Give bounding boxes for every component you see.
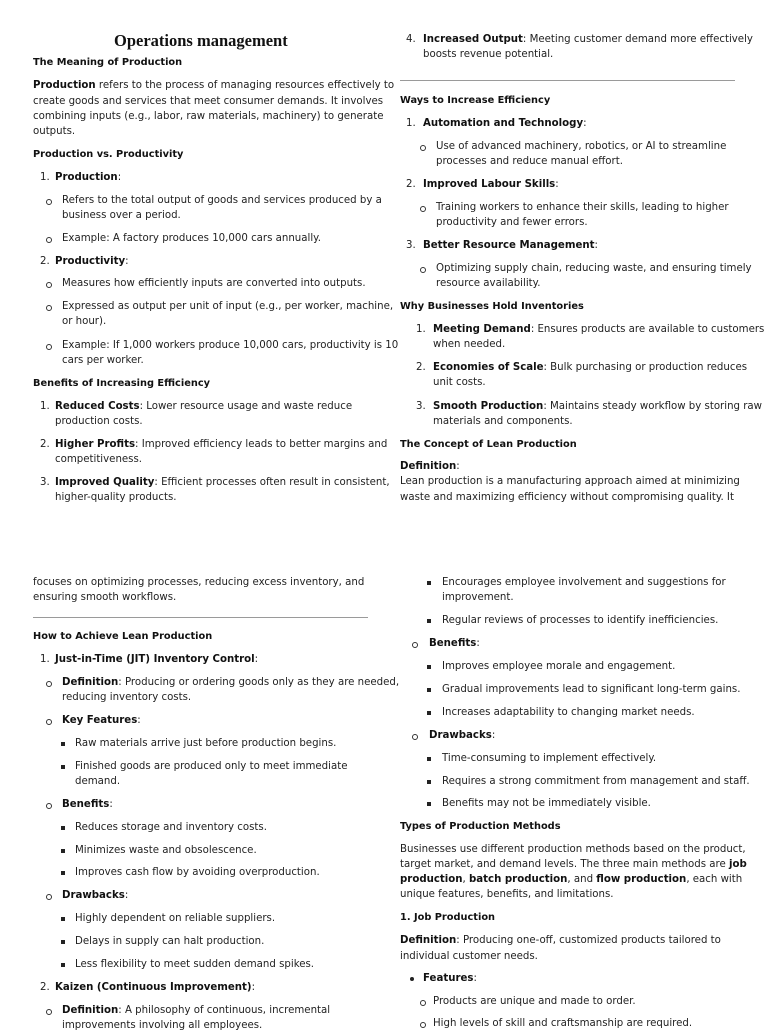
- item-term: Higher Profits: [55, 439, 136, 450]
- list-item: Drawbacks:: [429, 730, 496, 741]
- definition-term: Definition: [400, 461, 457, 472]
- item-term: Improved Quality: [55, 477, 155, 488]
- types-line-4: unique features, benefits, and limitations.: [400, 889, 614, 900]
- list-item: Delays in supply can halt production.: [75, 936, 265, 947]
- list-item-cont: unit costs.: [433, 377, 486, 388]
- list-item-cont: reducing inventory costs.: [62, 692, 192, 703]
- list-number: 2.: [40, 256, 50, 267]
- list-item: Benefits may not be immediately visible.: [442, 798, 651, 809]
- list-item: Key Features:: [62, 715, 141, 726]
- types-term: job: [729, 859, 747, 870]
- list-item-cont: business over a period.: [62, 210, 181, 221]
- square-bullet-icon: [61, 963, 65, 967]
- item-term: Reduced Costs: [55, 401, 140, 412]
- square-bullet-icon: [61, 765, 65, 769]
- list-number: 2.: [40, 439, 50, 450]
- list-number: 3.: [416, 401, 426, 412]
- item-term: Kaizen (Continuous Improvement): [55, 982, 252, 993]
- list-item: Improved Labour Skills:: [423, 179, 559, 190]
- circle-bullet-icon: [46, 237, 52, 243]
- meaning-line-2: create goods and services that meet consumer demands. It involves: [33, 96, 384, 107]
- circle-bullet-icon: [420, 1000, 426, 1006]
- item-term: Meeting Demand: [433, 324, 531, 335]
- production-label: Production: [55, 172, 118, 183]
- list-number: 3.: [406, 240, 416, 251]
- list-item: High levels of skill and craftsmanship are required.: [433, 1018, 693, 1029]
- list-item: Time-consuming to implement effectively.: [442, 753, 657, 764]
- lean-cont-line-1: focuses on optimizing processes, reducing excess inventory, and: [33, 577, 365, 588]
- circle-bullet-icon: [420, 1022, 426, 1028]
- meaning-line-3: combining inputs (e.g., labor, raw materials, machinery) to generate: [33, 111, 384, 122]
- item-term: Better Resource Management: [423, 240, 595, 251]
- list-item: Reduces storage and inventory costs.: [75, 822, 267, 833]
- list-item: [423, 32, 753, 48]
- list-item-cont: when needed.: [433, 339, 506, 350]
- list-item: Benefits:: [429, 638, 480, 649]
- top-left-column: [0, 0, 399, 512]
- circle-bullet-icon: [412, 734, 418, 740]
- list-number: 1.: [40, 401, 50, 412]
- item-term: Improved Labour Skills: [423, 179, 556, 190]
- list-item: Regular reviews of processes to identify inefficiencies.: [442, 615, 719, 626]
- bullet-dot-icon: [410, 977, 414, 981]
- item-term: Features: [423, 973, 474, 984]
- square-bullet-icon: [427, 757, 431, 761]
- list-item: Expressed as output per unit of input (e.g., per worker, machine,: [62, 301, 394, 312]
- meaning-line-1: [33, 78, 394, 94]
- list-item: Highly dependent on reliable suppliers.: [75, 913, 276, 924]
- list-item: Increases adaptability to changing market needs.: [442, 707, 695, 718]
- square-bullet-icon: [427, 619, 431, 623]
- production-term: Production: [33, 80, 96, 91]
- item-text: : Maintains steady workflow by storing raw: [543, 401, 763, 412]
- list-item: Requires a strong commitment from management and staff.: [442, 776, 750, 787]
- list-item: Encourages employee involvement and suggestions for: [442, 577, 726, 588]
- list-item-cont: competitiveness.: [55, 454, 143, 465]
- types-line-3: [400, 872, 742, 888]
- job-definition-line-2: individual customer needs.: [400, 951, 538, 962]
- circle-bullet-icon: [46, 344, 52, 350]
- list-item: Optimizing supply chain, reducing waste, and ensuring timely: [436, 263, 752, 274]
- square-bullet-icon: [427, 802, 431, 806]
- meaning-line-4: outputs.: [33, 126, 76, 137]
- list-item: Better Resource Management:: [423, 240, 598, 251]
- square-bullet-icon: [427, 688, 431, 692]
- list-item: [433, 360, 747, 376]
- item-text: : Producing one-off, customized products tailored to: [456, 935, 721, 946]
- list-number: 4.: [406, 34, 416, 45]
- list-item: Example: A factory produces 10,000 cars annually.: [62, 233, 321, 244]
- top-right-column: [384, 0, 768, 512]
- section-divider: [400, 80, 735, 81]
- list-item-cont: resource availability.: [436, 278, 541, 289]
- list-number: 2.: [40, 982, 50, 993]
- circle-bullet-icon: [46, 894, 52, 900]
- circle-bullet-icon: [46, 282, 52, 288]
- item-term: Automation and Technology: [423, 118, 584, 129]
- item-text: : Efficient processes often result in consistent,: [154, 477, 390, 488]
- types-term: flow production: [596, 874, 687, 885]
- item-term: Definition: [62, 1005, 119, 1016]
- bottom-right-column: [384, 512, 768, 1029]
- item-term: Smooth Production: [433, 401, 544, 412]
- types-text: ,: [462, 874, 469, 885]
- square-bullet-icon: [61, 826, 65, 830]
- square-bullet-icon: [427, 711, 431, 715]
- circle-bullet-icon: [46, 199, 52, 205]
- types-text: , and: [567, 874, 597, 885]
- list-item-cont: materials and components.: [433, 416, 573, 427]
- meaning-heading: The Meaning of Production: [33, 57, 183, 68]
- types-term: batch production: [469, 874, 568, 885]
- list-item: Measures how efficiently inputs are converted into outputs.: [62, 278, 366, 289]
- list-item: Automation and Technology:: [423, 118, 587, 129]
- item-term: Drawbacks: [429, 730, 492, 741]
- square-bullet-icon: [427, 581, 431, 585]
- item-text: : Improved efficiency leads to better margins and: [135, 439, 388, 450]
- list-item: Products are unique and made to order.: [433, 996, 636, 1007]
- types-term: production: [400, 874, 463, 885]
- item-text: : Bulk purchasing or production reduces: [543, 362, 748, 373]
- types-line-2: [400, 857, 747, 873]
- circle-bullet-icon: [46, 305, 52, 311]
- list-number: 2.: [416, 362, 426, 373]
- benefits-heading: Benefits of Increasing Efficiency: [33, 378, 211, 389]
- item-text: : Meeting customer demand more effectively: [522, 34, 753, 45]
- list-item: [433, 322, 764, 338]
- section-divider: [33, 617, 368, 618]
- list-item: Example: If 1,000 workers produce 10,000 cars, productivity is 10: [62, 340, 399, 351]
- list-item: Raw materials arrive just before production begins.: [75, 738, 337, 749]
- item-text: : Producing or ordering goods only as they are needed,: [118, 677, 400, 688]
- job-production-heading: 1. Job Production: [400, 912, 496, 923]
- circle-bullet-icon: [420, 206, 426, 212]
- item-term: Economies of Scale: [433, 362, 544, 373]
- list-item-cont: improvement.: [442, 592, 514, 603]
- square-bullet-icon: [61, 742, 65, 746]
- list-number: 1.: [406, 118, 416, 129]
- list-item: Less flexibility to meet sudden demand spikes.: [75, 959, 315, 970]
- features-item: Features:: [423, 973, 477, 984]
- types-text: , each with: [686, 874, 743, 885]
- productivity-item: Productivity:: [55, 256, 129, 267]
- list-item: Use of advanced machinery, robotics, or AI to streamline: [436, 141, 727, 152]
- circle-bullet-icon: [46, 1009, 52, 1015]
- list-item-cont: cars per worker.: [62, 355, 144, 366]
- square-bullet-icon: [61, 871, 65, 875]
- list-item: [62, 675, 399, 691]
- list-item-cont: or hour).: [62, 316, 107, 327]
- item-term: Definition: [62, 677, 119, 688]
- list-item: Gradual improvements lead to significant long-term gains.: [442, 684, 741, 695]
- list-item: Training workers to enhance their skills, leading to higher: [436, 202, 729, 213]
- list-item: Improves cash flow by avoiding overproduction.: [75, 867, 320, 878]
- item-text: : A philosophy of continuous, incremental: [118, 1005, 331, 1016]
- lean-text-line-1: Lean production is a manufacturing approach aimed at minimizing: [400, 476, 740, 487]
- circle-bullet-icon: [412, 642, 418, 648]
- list-item-cont: processes and reduce manual effort.: [436, 156, 623, 167]
- definition-label: Definition:: [400, 461, 460, 472]
- list-item-cont: productivity and fewer errors.: [436, 217, 588, 228]
- list-number: 2.: [406, 179, 416, 190]
- item-term: Just-in-Time (JIT) Inventory Control: [55, 654, 255, 665]
- list-item: Minimizes waste and obsolescence.: [75, 845, 257, 856]
- circle-bullet-icon: [46, 803, 52, 809]
- page-title: Operations management: [114, 31, 288, 50]
- square-bullet-icon: [427, 665, 431, 669]
- list-item: Drawbacks:: [62, 890, 129, 901]
- ways-heading: Ways to Increase Efficiency: [400, 95, 551, 106]
- list-item-cont: higher-quality products.: [55, 492, 177, 503]
- list-item: Improves employee morale and engagement.: [442, 661, 676, 672]
- item-term: Definition: [400, 935, 457, 946]
- list-item-cont: boosts revenue potential.: [423, 49, 554, 60]
- inventories-heading: Why Businesses Hold Inventories: [400, 301, 584, 312]
- item-text: : Lower resource usage and waste reduce: [139, 401, 353, 412]
- square-bullet-icon: [61, 849, 65, 853]
- list-number: 1.: [40, 654, 50, 665]
- list-number: 3.: [40, 477, 50, 488]
- circle-bullet-icon: [420, 145, 426, 151]
- circle-bullet-icon: [46, 681, 52, 687]
- list-item-cont: improvements involving all employees.: [62, 1020, 263, 1031]
- list-number: 1.: [40, 172, 50, 183]
- list-item: Refers to the total output of goods and services produced by a: [62, 195, 382, 206]
- types-heading: Types of Production Methods: [400, 821, 561, 832]
- job-definition-line-1: [400, 933, 721, 949]
- lean-cont-line-2: ensuring smooth workflows.: [33, 592, 177, 603]
- how-heading: How to Achieve Lean Production: [33, 631, 213, 642]
- bottom-left-column: [0, 512, 400, 1031]
- production-item: Production:: [55, 172, 122, 183]
- square-bullet-icon: [427, 780, 431, 784]
- circle-bullet-icon: [420, 267, 426, 273]
- meaning-text: refers to the process of managing resources effectively to: [95, 80, 395, 91]
- list-item: Benefits:: [62, 799, 113, 810]
- circle-bullet-icon: [46, 719, 52, 725]
- types-line-1: Businesses use different production methods based on the product,: [400, 844, 746, 855]
- list-item-cont: production costs.: [55, 416, 143, 427]
- list-item-cont: demand.: [75, 776, 121, 787]
- lean-heading: The Concept of Lean Production: [400, 439, 577, 450]
- lean-text-line-2: waste and maximizing efficiency without compromising quality. It: [400, 492, 734, 503]
- list-item: [55, 475, 390, 491]
- item-term: Key Features: [62, 715, 138, 726]
- square-bullet-icon: [61, 940, 65, 944]
- item-term: Benefits: [429, 638, 477, 649]
- list-item: Finished goods are produced only to meet immediate: [75, 761, 348, 772]
- jit-item: Just-in-Time (JIT) Inventory Control:: [55, 654, 259, 665]
- types-text: target market, and demand levels. The three main methods are: [400, 859, 729, 870]
- list-item: [55, 437, 387, 453]
- list-number: 1.: [416, 324, 426, 335]
- square-bullet-icon: [61, 917, 65, 921]
- productivity-label: Productivity: [55, 256, 126, 267]
- item-term: Drawbacks: [62, 890, 125, 901]
- item-term: Increased Output: [423, 34, 523, 45]
- item-term: Benefits: [62, 799, 110, 810]
- item-text: : Ensures products are available to customers: [530, 324, 765, 335]
- list-item: [62, 1003, 330, 1019]
- pvp-heading: Production vs. Productivity: [33, 149, 184, 160]
- kaizen-item: Kaizen (Continuous Improvement):: [55, 982, 256, 993]
- list-item: [55, 399, 352, 415]
- list-item: [433, 399, 762, 415]
